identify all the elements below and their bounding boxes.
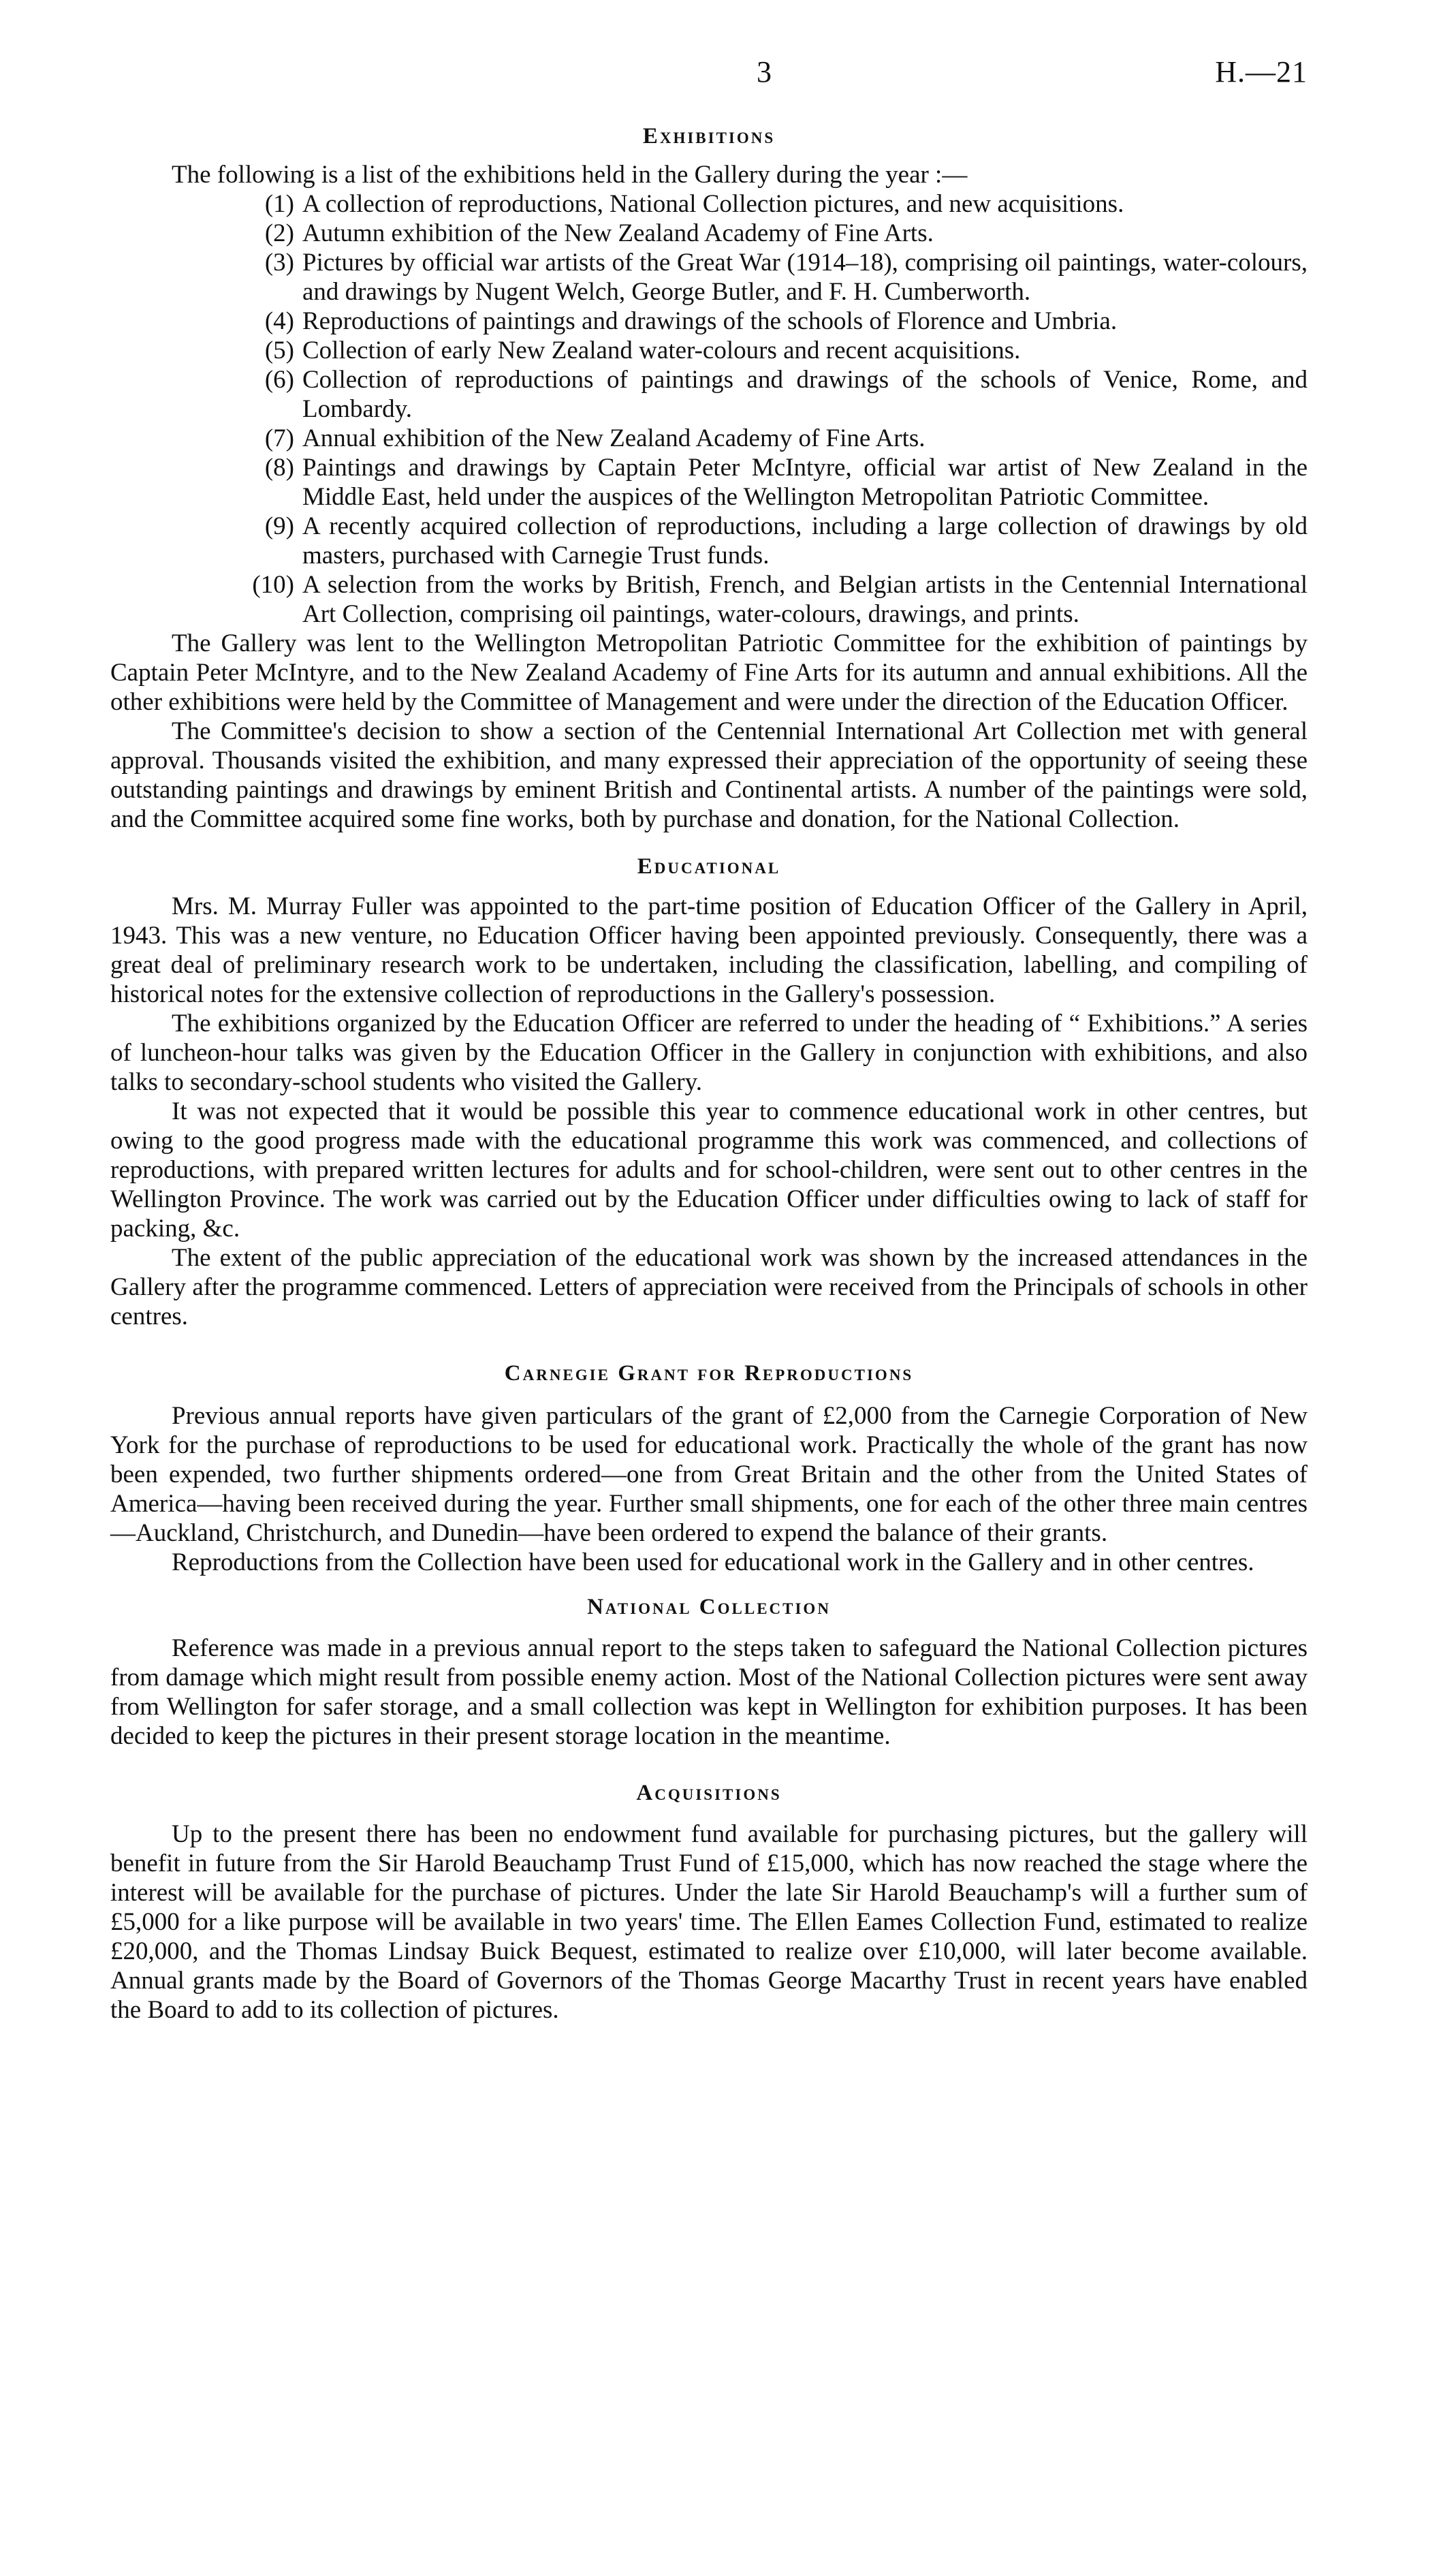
list-item-number: (10) [252, 571, 294, 599]
page-number: 3 [757, 55, 772, 89]
list-item [110, 336, 1308, 365]
section-carnegie-grant [110, 1361, 1308, 1577]
body-paragraph: Previous annual reports have given particulars of the grant of £2,000 from the Carnegie Corporation of New York for the purchase of reproductions to be used for educational work. Practically the whole of the grant has now been expended, two further shipments ordered—one from Great Britain and the other from the United States of America—having been received during the year. Further small shipments, one for each of the other three main centres—Auckland, Christchurch, and Dunedin—have been ordered to expend the balance of their grants. [110, 1402, 1308, 1547]
list-item [110, 219, 1308, 248]
section-heading: Exhibitions [642, 124, 776, 149]
section-heading: National Collection [587, 1595, 831, 1619]
section-heading: Acquisitions [636, 1781, 782, 1805]
list-item-text: A recently acquired collection of reproductions, including a large collection of drawings by old masters, purchased with Carnegie Trust funds. [302, 512, 1308, 569]
list-item-number: (2) [264, 219, 294, 247]
list-item-number: (9) [264, 512, 294, 540]
list-item-text: Annual exhibition of the New Zealand Academy of Fine Arts. [302, 424, 925, 452]
list-item [110, 248, 1308, 307]
section-educational [110, 854, 1308, 1331]
page-header [110, 0, 1308, 89]
body-paragraph: Reproductions from the Collection have been used for educational work in the Gallery and in other centres. [172, 1548, 1254, 1576]
list-item [110, 424, 1308, 453]
body-paragraph: The extent of the public appreciation of the educational work was shown by the increased attendances in the Gallery after the programme commenced. Letters of appreciation were received from the Principals of schools in other centres. [110, 1244, 1308, 1330]
list-item-number: (1) [264, 190, 294, 218]
list-item [110, 189, 1308, 219]
list-item-text: Pictures by official war artists of the Great War (1914–18), comprising oil paintings, water-colours, and drawings by Nugent Welch, George Butler, and F. H. Cumberworth. [302, 249, 1308, 306]
document-reference: H.—21 [1215, 55, 1308, 89]
list-item-text: Reproductions of paintings and drawings of the schools of Florence and Umbria. [302, 307, 1118, 335]
list-item-number: (3) [264, 249, 294, 277]
list-item [110, 453, 1308, 512]
body-paragraph: The Committee's decision to show a section of the Centennial International Art Collection met with general approval. Thousands visited the exhibition, and many expressed their appreciation of the opportunity of seeing these outstanding paintings and drawings by eminent British and Continental artists. A number of the paintings were sold, and the Committee acquired some fine works, both by purchase and donation, for the National Collection. [110, 717, 1308, 833]
list-item [110, 512, 1308, 570]
list-item [110, 570, 1308, 629]
body-paragraph: Reference was made in a previous annual report to the steps taken to safeguard the National Collection pictures from damage which might result from possible enemy action. Most of the National Collection pictures were sent away from Wellington for safer storage, and a small collection was kept in Wellington for exhibition purposes. It has been decided to keep the pictures in their present storage location in the meantime. [110, 1634, 1308, 1750]
body-paragraph: The Gallery was lent to the Wellington Metropolitan Patriotic Committee for the exhibition of paintings by Captain Peter McIntyre, and to the New Zealand Academy of Fine Arts for its autumn and annual exhibitions. All the other exhibitions were held by the Committee of Management and were under the direction of the Education Officer. [110, 629, 1308, 716]
section-acquisitions [110, 1781, 1308, 2025]
list-item-number: (4) [264, 307, 294, 335]
list-item-number: (8) [264, 454, 294, 482]
list-item-number: (5) [264, 337, 294, 364]
section-heading: Carnegie Grant for Reproductions [504, 1361, 914, 1386]
body-paragraph: Up to the present there has been no endowment fund available for purchasing pictures, but the gallery will benefit in future from the Sir Harold Beauchamp Trust Fund of £15,000, which has now reached the stage where the interest will be available for the purchase of pictures. Under the late Sir Harold Beauchamp's will a further sum of £5,000 for a like purpose will be available in two years' time. The Ellen Eames Collection Fund, estimated to realize £20,000, and the Thomas Lindsay Buick Bequest, estimated to realize over £10,000, will later become available. Annual grants made by the Board of Governors of the Thomas George Macarthy Trust in recent years have enabled the Board to add to its collection of pictures. [110, 1820, 1308, 2024]
list-item [110, 365, 1308, 424]
list-item-text: Paintings and drawings by Captain Peter McIntyre, official war artist of New Zealand in the Middle East, held under the auspices of the Wellington Metropolitan Patriotic Committee. [302, 454, 1308, 511]
list-item-text: Collection of reproductions of paintings and drawings of the schools of Venice, Rome, and Lombardy. [302, 366, 1308, 423]
list-item-number: (7) [264, 424, 294, 452]
section-exhibitions [110, 124, 1308, 834]
list-item-text: A collection of reproductions, National Collection pictures, and new acquisitions. [302, 190, 1124, 218]
exhibitions-list [110, 189, 1308, 629]
section-national-collection [110, 1595, 1308, 1751]
exhibitions-intro: The following is a list of the exhibitions held in the Gallery during the year :— [172, 161, 968, 189]
list-item [110, 307, 1308, 336]
body-paragraph: It was not expected that it would be possible this year to commence educational work in other centres, but owing to the good progress made with the educational programme this work was commenced, and collections of reproductions, with prepared written lectures for adults and for school-children, were sent out to other centres in the Wellington Province. The work was carried out by the Education Officer under difficulties owing to lack of staff for packing, &c. [110, 1097, 1308, 1243]
body-paragraph: The exhibitions organized by the Education Officer are referred to under the heading of “ Exhibitions.” A series of luncheon-hour talks was given by the Education Officer in the Gallery in conjunction with exhibitions, and also talks to secondary-school students who visited the Gallery. [110, 1010, 1308, 1096]
section-heading: Educational [637, 854, 781, 879]
list-item-text: A selection from the works by British, French, and Belgian artists in the Centennial International Art Collection, comprising oil paintings, water-colours, drawings, and prints. [302, 571, 1308, 628]
list-item-number: (6) [264, 366, 294, 394]
list-item-text: Autumn exhibition of the New Zealand Academy of Fine Arts. [302, 219, 934, 247]
body-paragraph: Mrs. M. Murray Fuller was appointed to the part-time position of Education Officer of the Gallery in April, 1943. This was a new venture, no Education Officer having been appointed previously. Consequently, there was a great deal of preliminary research work to be undertaken, including the classification, labelling, and compiling of historical notes for the extensive collection of reproductions in the Gallery's possession. [110, 892, 1308, 1008]
list-item-text: Collection of early New Zealand water-colours and recent acquisitions. [302, 337, 1021, 364]
